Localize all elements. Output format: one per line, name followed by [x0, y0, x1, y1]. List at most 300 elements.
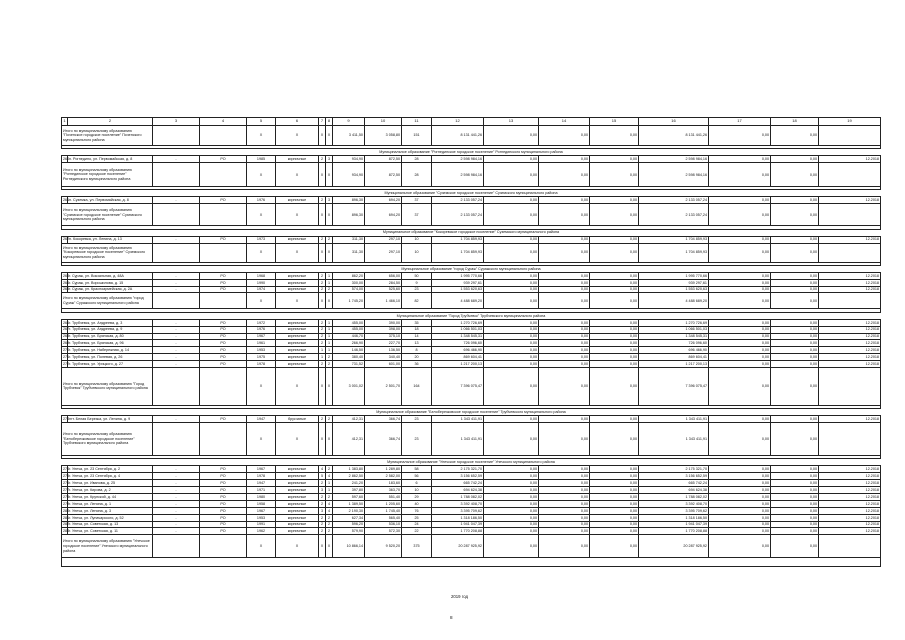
cell-x: X [276, 535, 319, 558]
cell-people: 36 [402, 361, 432, 368]
cell-date: 12.2018 [819, 347, 881, 354]
cell-date: 12.2018 [819, 500, 881, 507]
cell-z1: 0,00 [484, 354, 539, 361]
cell-walls: кирпичные [276, 521, 319, 528]
empty-cell [153, 367, 200, 405]
cell-z1: 0,00 [484, 416, 539, 423]
cell-addr: г. Сураж, ул. Вокзальная, д. 48А [68, 272, 153, 279]
cell-fl: 2 [319, 236, 326, 243]
cell-z3: 0,00 [590, 487, 639, 494]
cell-z1: 0,00 [484, 319, 539, 326]
column-number: 11 [402, 118, 432, 126]
total-label: Итого по муниципальному образованию "Город Трубчевск" Трубчевского муниципального района [62, 367, 153, 405]
total-zero: 0,00 [709, 163, 771, 187]
cell-z1: 0,00 [484, 521, 539, 528]
cell-z3: 0,00 [590, 354, 639, 361]
empty-cell [200, 535, 247, 558]
cell-ent: 1 [326, 279, 333, 286]
cell-walls: кирпичные [276, 279, 319, 286]
cell-area2: 872,50 [365, 156, 402, 163]
empty-cell [819, 535, 881, 558]
total-people: 10 [402, 243, 432, 262]
cell-x: X [319, 243, 326, 262]
cell-z5: 0,00 [709, 521, 771, 528]
cell-z2: 0,00 [539, 279, 590, 286]
total-zero: 0,00 [539, 367, 590, 405]
cell-sum: 1 066 501,03 [432, 326, 484, 333]
cell-people: 23 [402, 416, 432, 423]
empty-cell [200, 163, 247, 187]
column-number: 8 [326, 118, 333, 126]
cell-z5: 0,00 [709, 416, 771, 423]
cell-area2: 536,10 [365, 521, 402, 528]
table-row [62, 156, 881, 163]
cell-people: 24 [402, 521, 432, 528]
cell-z3: 0,00 [590, 480, 639, 487]
cell-dash: - [153, 500, 200, 507]
cell-x: X [247, 535, 276, 558]
total-zero: 0,00 [484, 423, 539, 456]
column-number: 3 [153, 118, 200, 126]
cell-own: PO [200, 466, 247, 473]
cell-own: PO [200, 272, 247, 279]
cell-area1: 574,00 [333, 286, 365, 293]
section-title: Муниципальное образование "Белоберезковское городское поселение" Трубчевского муниципального района [62, 409, 881, 416]
cell-fund: 694 624,38 [639, 487, 709, 494]
cell-z1: 0,00 [484, 333, 539, 340]
cell-fund: 1 770 208,88 [639, 528, 709, 535]
empty-cell [153, 243, 200, 262]
cell-people: 13 [402, 340, 432, 347]
cell-z3: 0,00 [590, 279, 639, 286]
cell-z2: 0,00 [539, 361, 590, 368]
cell-z6: 0,00 [771, 340, 819, 347]
cell-people: 22 [402, 528, 432, 535]
cell-people: 6 [402, 480, 432, 487]
total-sum: 7 396 075,47 [432, 367, 484, 405]
cell-year: 1973 [247, 236, 276, 243]
cell-z5: 0,00 [709, 326, 771, 333]
cell-fl: 2 [319, 340, 326, 347]
section-header-row [62, 459, 881, 466]
section-title: Муниципальное образование "Город Трубчевск" Трубчевского муниципального района [62, 312, 881, 319]
cell-fund: 2 598 984,16 [639, 156, 709, 163]
total-label: Итого по муниципальному образованию "Кокоревское городское поселение" Суземского муниципального района [62, 243, 153, 262]
cell-z6: 0,00 [771, 236, 819, 243]
cell-date: 12.2018 [819, 156, 881, 163]
cell-year: 1976 [247, 326, 276, 333]
cell-n: 261 [63, 198, 70, 203]
cell-own: PO [200, 347, 247, 354]
cell-own: PO [200, 487, 247, 494]
table-footer-row [62, 558, 881, 567]
total-area-2: 3 058,80 [365, 126, 402, 146]
cell-z1: 0,00 [484, 500, 539, 507]
cell-z2: 0,00 [539, 156, 590, 163]
table-row [62, 487, 881, 494]
housing-register-table [61, 117, 881, 567]
cell-z5: 0,00 [709, 354, 771, 361]
cell-z5: 0,00 [709, 156, 771, 163]
cell-z5: 0,00 [709, 494, 771, 501]
cell-z2: 0,00 [539, 354, 590, 361]
cell-fund: 3 395 709,62 [639, 507, 709, 514]
cell-area1: 862,20 [333, 272, 365, 279]
total-zero: 0,00 [539, 126, 590, 146]
cell-z2: 0,00 [539, 236, 590, 243]
cell-z6: 0,00 [771, 480, 819, 487]
cell-ent: 2 [326, 514, 333, 521]
empty-cell [819, 423, 881, 456]
cell-n: 263 [63, 273, 70, 278]
cell-addr: г. Трубчевск, ул. Полевая, д. 26 [68, 354, 153, 361]
cell-ent: 2 [326, 416, 333, 423]
cell-own: PO [200, 507, 247, 514]
table-row [62, 197, 881, 204]
total-zero: 0,00 [709, 367, 771, 405]
section-header-row [62, 229, 881, 236]
cell-date: 12.2018 [819, 361, 881, 368]
cell-year: 1953 [247, 514, 276, 521]
total-zero: 0,00 [709, 204, 771, 226]
cell-z6: 0,00 [771, 500, 819, 507]
cell-n: 281 [63, 515, 70, 520]
cell-x: X [326, 126, 333, 146]
cell-addr: г. Унеча, ул. Ленина, д. 3 [68, 507, 153, 514]
column-number: 1 [62, 118, 68, 126]
cell-z6: 0,00 [771, 347, 819, 354]
table-body [62, 118, 881, 567]
cell-ent: 2 [326, 361, 333, 368]
cell-fl: 2 [319, 279, 326, 286]
column-number: 7 [319, 118, 326, 126]
cell-sum: 3 395 709,62 [432, 507, 484, 514]
cell-z1: 0,00 [484, 156, 539, 163]
cell-people: 56 [402, 473, 432, 480]
cell-year: 1947 [247, 480, 276, 487]
cell-fl: 2 [319, 333, 326, 340]
cell-z5: 0,00 [709, 500, 771, 507]
cell-walls: кирпичные [276, 333, 319, 340]
cell-x: X [319, 163, 326, 187]
total-zero: 0,00 [590, 163, 639, 187]
cell-x: X [326, 163, 333, 187]
total-people: 151 [402, 126, 432, 146]
cell-area1: 397,80 [333, 487, 365, 494]
cell-z6: 0,00 [771, 272, 819, 279]
cell-area2: 366,74 [365, 416, 402, 423]
cell-ent: 1 [326, 487, 333, 494]
cell-walls: кирпичные [276, 528, 319, 535]
cell-fl: 1 [319, 347, 326, 354]
cell-x: X [326, 293, 333, 309]
cell-dash: - [153, 197, 200, 204]
cell-people: 50 [402, 272, 432, 279]
cell-x: X [326, 535, 333, 558]
cell-n: 273 [63, 417, 70, 422]
cell-addr: г. Унеча, ул. Луначарского, д. 52 [68, 514, 153, 521]
cell-area2: 2 582,00 [365, 473, 402, 480]
cell-area2: 297,10 [365, 236, 402, 243]
cell-people: 20 [402, 354, 432, 361]
cell-year: 1972 [247, 319, 276, 326]
cell-date: 12.2018 [819, 494, 881, 501]
cell-area2: 601,00 [365, 361, 402, 368]
cell-people: 23 [402, 286, 432, 293]
cell-ent: 2 [326, 354, 333, 361]
empty-cell [819, 367, 881, 405]
table-row [62, 500, 881, 507]
cell-n: 282 [63, 522, 70, 527]
cell-z1: 0,00 [484, 514, 539, 521]
cell-z1: 0,00 [484, 340, 539, 347]
column-number: 12 [432, 118, 484, 126]
total-zero: 0,00 [771, 204, 819, 226]
empty-cell [153, 423, 200, 456]
cell-fund: 869 604,41 [639, 354, 709, 361]
cell-own: PO [200, 333, 247, 340]
cell-date: 12.2018 [819, 528, 881, 535]
total-area-2: 1 466,10 [365, 293, 402, 309]
cell-z1: 0,00 [484, 347, 539, 354]
cell-dash: - [153, 286, 200, 293]
cell-area1: 266,90 [333, 340, 365, 347]
empty-cell [153, 293, 200, 309]
cell-date: 12.2018 [819, 416, 881, 423]
cell-z5: 0,00 [709, 347, 771, 354]
total-zero: 0,00 [709, 293, 771, 309]
cell-z2: 0,00 [539, 528, 590, 535]
cell-x: X [276, 367, 319, 405]
cell-people: 37 [402, 197, 432, 204]
cell-area2: 390,00 [365, 319, 402, 326]
section-title: Муниципальное образование "Кокоревское городское поселение" Суземского муниципального района [62, 229, 881, 236]
cell-ent: 3 [326, 156, 333, 163]
total-area-1: 311,30 [333, 243, 365, 262]
cell-dash: - [153, 156, 200, 163]
cell-sum: 2 598 984,16 [432, 156, 484, 163]
total-zero: 0,00 [771, 243, 819, 262]
table-row [62, 326, 881, 333]
empty-cell [819, 293, 881, 309]
cell-fund: 1 318 186,50 [639, 514, 709, 521]
cell-z3: 0,00 [590, 272, 639, 279]
cell-walls: кирпичные [276, 236, 319, 243]
cell-fund: 1 941 047,39 [639, 521, 709, 528]
cell-z1: 0,00 [484, 326, 539, 333]
column-number: 18 [771, 118, 819, 126]
table-row [62, 354, 881, 361]
cell-z2: 0,00 [539, 319, 590, 326]
cell-addr: п. Суземка, ул. Первомайская, д. 8 [68, 197, 153, 204]
empty-cell [153, 535, 200, 558]
cell-addr: пгт. Белая Березка, ул. Ленина, д. 9 [68, 416, 153, 423]
column-number: 19 [819, 118, 881, 126]
cell-sum: 1 704 859,93 [432, 236, 484, 243]
total-people: 23 [402, 423, 432, 456]
section-title: Муниципальное образование "Рогнединское городское поселение" Рогнединского муниципального района [62, 149, 881, 156]
cell-year: 1990 [247, 279, 276, 286]
cell-area1: 300,00 [333, 279, 365, 286]
cell-z2: 0,00 [539, 507, 590, 514]
cell-area1: 597,60 [333, 494, 365, 501]
cell-fund: 1 788 082,02 [639, 494, 709, 501]
cell-year: 1967 [247, 333, 276, 340]
cell-addr: г. Унеча, ул. Советская, д. 11 [68, 528, 153, 535]
cell-own: PO [200, 514, 247, 521]
cell-year: 1980 [247, 494, 276, 501]
cell-date: 12.2018 [819, 473, 881, 480]
cell-n: 265 [63, 287, 70, 292]
cell-z1: 0,00 [484, 286, 539, 293]
total-zero: 0,00 [590, 293, 639, 309]
cell-addr: г. Унеча, ул. 23 Сентября, д. 2 [68, 466, 153, 473]
cell-ent: 2 [326, 494, 333, 501]
cell-fund: 1 066 501,03 [639, 326, 709, 333]
total-zero: 0,00 [539, 535, 590, 558]
column-number: 14 [539, 118, 590, 126]
cell-ent: 4 [326, 473, 333, 480]
total-zero: 0,00 [771, 367, 819, 405]
cell-z5: 0,00 [709, 340, 771, 347]
cell-z3: 0,00 [590, 347, 639, 354]
cell-people: 25 [402, 514, 432, 521]
cell-fund: 1 217 200,13 [639, 361, 709, 368]
cell-n: 275 [63, 474, 70, 479]
cell-walls: кирпичные [276, 500, 319, 507]
empty-cell [819, 204, 881, 226]
cell-ent: 2 [326, 286, 333, 293]
cell-own: PO [200, 319, 247, 326]
cell-z3: 0,00 [590, 319, 639, 326]
cell-ent: 1 [326, 480, 333, 487]
cell-z2: 0,00 [539, 487, 590, 494]
cell-dash: - [153, 466, 200, 473]
cell-addr: г. Унеча, ул. Ленина, д. 1 [68, 500, 153, 507]
total-zero: 0,00 [484, 535, 539, 558]
cell-n: 267 [63, 327, 70, 332]
cell-fl: 3 [319, 507, 326, 514]
cell-z2: 0,00 [539, 416, 590, 423]
cell-area2: 398,00 [365, 326, 402, 333]
cell-fl: 2 [319, 197, 326, 204]
cell-area1: 896,30 [333, 197, 365, 204]
cell-own: PO [200, 480, 247, 487]
table-row [62, 279, 881, 286]
cell-dash: - [153, 279, 200, 286]
table-row [62, 361, 881, 368]
cell-fl: 2 [319, 272, 326, 279]
cell-date: 12.2018 [819, 487, 881, 494]
empty-cell [819, 163, 881, 187]
cell-area1: 455,00 [333, 326, 365, 333]
cell-dash: - [153, 354, 200, 361]
cell-sum: 1 318 186,50 [432, 514, 484, 521]
cell-year: 1978 [247, 361, 276, 368]
total-row [62, 293, 881, 309]
total-area-2: 694,20 [365, 204, 402, 226]
total-people: 375 [402, 535, 432, 558]
cell-x: X [276, 126, 319, 146]
cell-z5: 0,00 [709, 466, 771, 473]
cell-fl: 2 [319, 500, 326, 507]
cell-z2: 0,00 [539, 272, 590, 279]
cell-area1: 1 389,50 [333, 500, 365, 507]
cell-x: X [319, 126, 326, 146]
cell-fl: 2 [319, 326, 326, 333]
cell-z6: 0,00 [771, 416, 819, 423]
total-zero: 0,00 [590, 204, 639, 226]
total-row [62, 243, 881, 262]
register-sheet [61, 117, 880, 567]
cell-x: X [326, 204, 333, 226]
cell-own: PO [200, 197, 247, 204]
cell-z6: 0,00 [771, 319, 819, 326]
table-row [62, 340, 881, 347]
cell-ent: 4 [326, 507, 333, 514]
footer-cell [62, 558, 881, 567]
total-sum: 8 131 441,26 [432, 126, 484, 146]
table-row [62, 473, 881, 480]
cell-ent: 1 [326, 272, 333, 279]
section-header-row [62, 409, 881, 416]
cell-area2: 183,60 [365, 480, 402, 487]
cell-z6: 0,00 [771, 494, 819, 501]
empty-cell [153, 126, 200, 146]
cell-x: X [319, 204, 326, 226]
cell-sum: 1 941 047,39 [432, 521, 484, 528]
cell-sum: 1 348 545,31 [432, 333, 484, 340]
cell-area2: 572,30 [365, 528, 402, 535]
cell-year: 1968 [247, 272, 276, 279]
cell-sum: 1 788 082,02 [432, 494, 484, 501]
cell-n: 277 [63, 487, 70, 492]
total-area-2: 366,74 [365, 423, 402, 456]
cell-sum: 1 553 620,63 [432, 286, 484, 293]
cell-z3: 0,00 [590, 494, 639, 501]
cell-date: 12.2018 [819, 514, 881, 521]
cell-sum: 726 096,60 [432, 340, 484, 347]
cell-z2: 0,00 [539, 197, 590, 204]
total-fund: 2 133 057,24 [639, 204, 709, 226]
cell-fund: 665 742,24 [639, 480, 709, 487]
cell-own: PO [200, 354, 247, 361]
cell-own: PO [200, 361, 247, 368]
total-fund: 1 343 411,91 [639, 423, 709, 456]
cell-x: X [247, 243, 276, 262]
cell-z2: 0,00 [539, 340, 590, 347]
cell-x: X [326, 367, 333, 405]
total-zero: 0,00 [484, 204, 539, 226]
total-area-1: 934,90 [333, 163, 365, 187]
cell-walls: кирпичные [276, 286, 319, 293]
cell-z6: 0,00 [771, 473, 819, 480]
cell-date: 12.2018 [819, 466, 881, 473]
cell-z3: 0,00 [590, 236, 639, 243]
total-sum: 1 343 411,91 [432, 423, 484, 456]
cell-people: 8 [402, 347, 432, 354]
empty-cell [819, 126, 881, 146]
cell-area1: 241,20 [333, 480, 365, 487]
column-number: 2 [68, 118, 153, 126]
cell-z3: 0,00 [590, 156, 639, 163]
cell-addr: г. Трубчевск, ул. Андреева, д. 3 [68, 319, 153, 326]
cell-fl: 2 [319, 319, 326, 326]
total-area-1: 3 411,50 [333, 126, 365, 146]
cell-fund: 2 133 057,24 [639, 197, 709, 204]
cell-people: 28 [402, 156, 432, 163]
cell-date: 12.2018 [819, 286, 881, 293]
